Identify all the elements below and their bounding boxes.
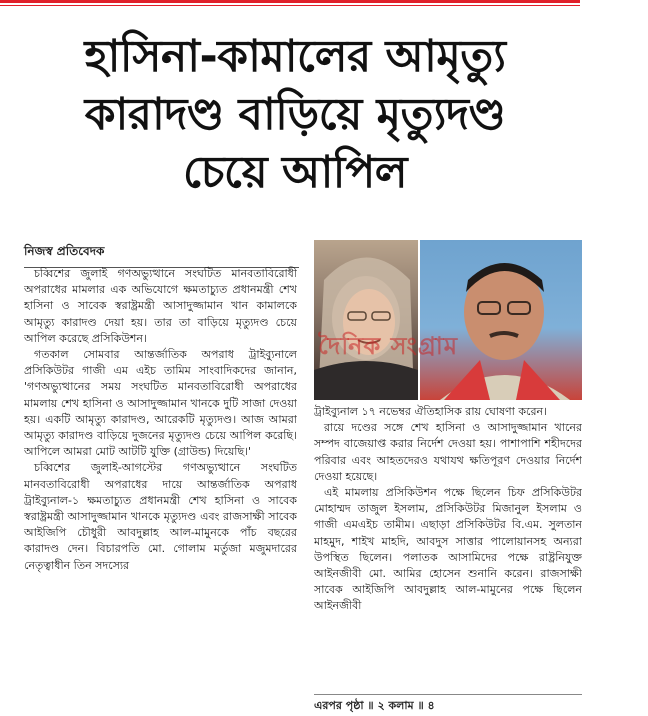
page-margin [600,0,648,711]
portrait-illustration [420,240,582,400]
headline [10,28,580,202]
headline-line-1: হাসিনা-কামালের আমৃত্যু [84,31,506,82]
portrait-illustration [314,240,418,400]
paragraph: ট্রাইব্যুনাল ১৭ নভেম্বর ঐতিহাসিক রায় ঘোষণা করেন। [314,405,548,418]
photo-asaduzzaman-khan-kamal [420,240,582,400]
headline-line-3: চেয়ে আপিল [182,147,408,198]
top-red-rule [0,0,580,3]
byline: নিজস্ব প্রতিবেদক [24,243,299,268]
paragraph: রায়ে দণ্ডের সঙ্গে শেখ হাসিনা ও আসাদুজ্জামান খানের সম্পদ বাজেয়াপ্ত করার নির্দেশ দেওয়া হয়। পাশাপাশি শহীদদের পরিবার এবং আহতদেরও যথাযথ ক্ষতিপূরণ দেওয়ার নির্দেশ দেওয়া হয়েছে। [314,421,582,483]
paragraph: চব্বিশের জুলাই-আগস্টের গণঅভ্যুত্থানে সংঘটিত মানবতাবিরোধী অপরাধের দায়ে আন্তর্জাতিক অপরাধ ট্রাইব্যুনাল-১ ক্ষমতাচ্যুত প্রধানমন্ত্রী শেখ হাসিনা ও সাবেক স্বরাষ্ট্রমন্ত্রী আসাদুজ্জামান খানকে মৃত্যুদণ্ড এবং রাজসাক্ষী সাবেক আইজিপি চৌধুরী আবদুল্লাহ আল-মামুনকে পাঁচ বছরের কারাদণ্ড দেন। বিচারপতি মো. গোলাম মর্তুজা মজুমদারের নেতৃত্বাধীন তিন সদস্যের [24,461,297,572]
article-column-right [314,404,582,664]
headline-line-2: কারাদণ্ড বাড়িয়ে মৃত্যুদণ্ড [84,89,506,140]
paragraph: গতকাল সোমবার আন্তর্জাতিক অপরাধ ট্রাইব্যুনালে প্রসিকিউটর গাজী এম এইচ তামিম সাংবাদিকদের জানান, 'গণঅভ্যুত্থানের সময় সংঘটিত মানবতাবিরোধী অপরাধের মামলায় শেখ হাসিনা ও আসাদুজ্জামান খানকে দুটি সাজা দেওয়া হয়। একটি আমৃত্যু কারাদণ্ড, আরেকটি মৃত্যুদণ্ড। আজ আমরা আমৃত্যু কারাদণ্ড বাড়িয়ে দুজনের মৃত্যুদণ্ড চেয়ে আপিল করেছি। আপিলে আমরা মোট আটটি যুক্তি (গ্রাউন্ড) দিয়েছি।' [24,348,297,459]
paragraph: চব্বিশের জুলাই গণঅভ্যুত্থানে সংঘটিত মানবতাবিরোধী অপরাধের মামলার এক অভিযোগে ক্ষমতাচ্যুত প্রধানমন্ত্রী শেখ হাসিনা ও সাবেক স্বরাষ্ট্রমন্ত্রী আসাদুজ্জামান খান কামালকে আমৃত্যু কারাদণ্ড দেয়া হয়। তার তা বাড়িয়ে মৃত্যুদণ্ড চেয়ে আপিল করেছে প্রসিকিউশন। [24,267,297,345]
newspaper-watermark: দৈনিক সংগ্রাম [318,332,459,360]
top-red-rule-thin [0,5,580,6]
continued-on-page: এরপর পৃষ্ঠা ॥ ২ কলাম ॥ ৪ [314,694,582,716]
paragraph: এই মামলায় প্রসিকিউশন পক্ষে ছিলেন চিফ প্রসিকিউটর মোহাম্মদ তাজুল ইসলাম, প্রসিকিউটর মিজানুল ইসলাম ও গাজী এমএইচ তামীম। এছাড়া প্রসিকিউটর বি.এম. সুলতান মাহমুদ, শাইখ মাহদি, আবদুস সাত্তার পালোয়ানসহ অন্যরা উপস্থিত ছিলেন। পলাতক আসামিদের পক্ষে রাষ্ট্রনিযুক্ত আইনজীবী মো. আমির হোসেন শুনানি করেন। রাজসাক্ষী সাবেক আইজিপি আবদুল্লাহ আল-মামুনের পক্ষে ছিলেন আইনজীবী [314,486,582,613]
photo-sheikh-hasina [314,240,418,400]
article-column-left [24,266,297,711]
